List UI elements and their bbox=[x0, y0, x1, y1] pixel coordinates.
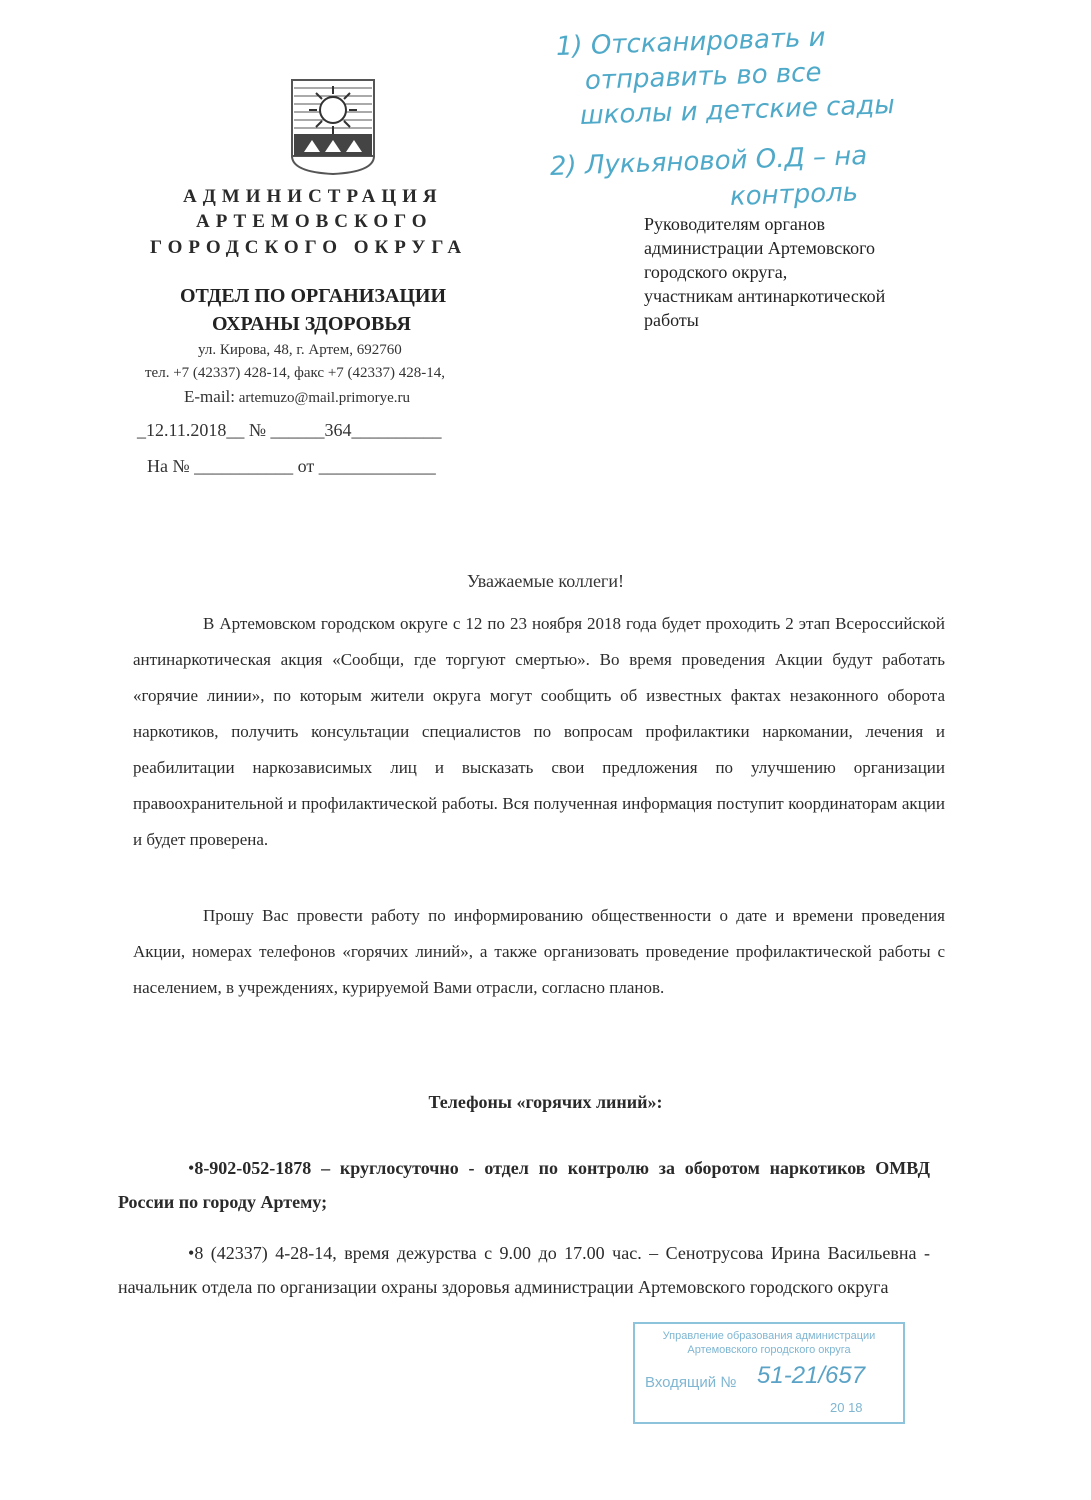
stamp-line-2: Артемовского городского округа bbox=[687, 1344, 851, 1356]
coat-of-arms-emblem bbox=[290, 78, 376, 176]
recipient-line: Руководителям органов bbox=[644, 214, 826, 234]
greeting: Уважаемые коллеги! bbox=[467, 571, 624, 591]
hotline-number: 8-902-052-1878 bbox=[194, 1158, 312, 1178]
email-line bbox=[184, 387, 410, 407]
handwritten-note-line-5: контроль bbox=[729, 177, 859, 212]
recipient-line: городского округа, bbox=[644, 262, 788, 282]
admin-title-line-1: АДМИНИСТРАЦИЯ bbox=[183, 186, 443, 207]
registration-number-date: _12.11.2018__ № ______364__________ bbox=[137, 420, 442, 440]
department-title-line-2: ОХРАНЫ ЗДОРОВЬЯ bbox=[212, 313, 411, 335]
hotline-number: 8 (42337) 4-28-14 bbox=[194, 1243, 333, 1263]
email-address: artemuzo@mail.primorye.ru bbox=[238, 390, 410, 406]
hotlines-heading: Телефоны «горячих линий»: bbox=[428, 1092, 663, 1112]
handwritten-note-line-1: 1) Отсканировать и bbox=[555, 22, 827, 62]
stamp-year: 20 18 bbox=[830, 1400, 863, 1415]
email-label: E-mail: bbox=[184, 387, 235, 406]
stamp-line-1: Управление образования администрации bbox=[662, 1330, 876, 1342]
recipient-line: участникам антинаркотической bbox=[644, 286, 886, 306]
hotline-description: – круглосуточно - отдел по контролю за оборотом наркотиков ОМВД России по городу Артему; bbox=[118, 1158, 930, 1212]
paragraph-2: Прошу Вас провести работу по информированию общественности о дате и времени проведения Акции, номерах телефонов «горячих линий», а также организовать проведение профилактической работы с населением, в учреждениях, курируемой Вами отрасли, согласно планов. bbox=[133, 906, 945, 997]
recipient-line: администрации Артемовского bbox=[644, 238, 876, 258]
hotline-item-1: •8-902-052-1878 – круглосуточно - отдел по контролю за оборотом наркотиков ОМВД России по городу Артему; bbox=[118, 1158, 930, 1212]
admin-title-line-2: АРТЕМОВСКОГО bbox=[196, 211, 433, 232]
recipient-line: работы bbox=[644, 310, 699, 330]
handwritten-note-line-2: отправить во все bbox=[584, 57, 822, 96]
phone-fax: тел. +7 (42337) 428-14, факс +7 (42337) 428-14, bbox=[145, 365, 446, 381]
handwritten-note-line-3: школы и детские сады bbox=[579, 90, 896, 131]
address: ул. Кирова, 48, г. Артем, 692760 bbox=[198, 342, 402, 358]
stamp-incoming-number: 51-21/657 bbox=[757, 1362, 866, 1389]
handwritten-note-line-4: 2) Лукьяновой О.Д – на bbox=[549, 140, 868, 182]
admin-title-line-3: ГОРОДСКОГО ОКРУГА bbox=[150, 237, 468, 258]
hotline-item-2: •8 (42337) 4-28-14, время дежурства с 9.00 до 17.00 час. – Сенотрусова Ирина Васильевна - начальник отдела по организации охраны здоровья администрации Артемовского городского округа bbox=[118, 1243, 930, 1297]
incoming-stamp bbox=[633, 1322, 905, 1424]
department-title-line-1: ОТДЕЛ ПО ОРГАНИЗАЦИИ bbox=[180, 285, 447, 307]
recipient-block bbox=[644, 212, 964, 332]
reference-line: На № ___________ от _____________ bbox=[147, 456, 436, 476]
paragraph-1: В Артемовском городском округе с 12 по 23 ноября 2018 года будет проходить 2 этап Всероссийской антинаркотическая акция «Сообщи, где торгуют смертью». Во время проведения Акции будут работать «горячие линии», по которым жители округа могут сообщить об известных фактах незаконного оборота наркотиков, получить консультации специалистов по вопросам профилактики наркомании, лечения и реабилитации наркозависимых лиц и высказать свои предложения по улучшению организации правоохранительной и профилактической работы. Вся полученная информация поступит координаторам акции и будет проверена. bbox=[133, 614, 945, 849]
stamp-incoming-label: Входящий № bbox=[645, 1374, 737, 1391]
hotline-description: , время дежурства с 9.00 до 17.00 час. – Сенотрусова Ирина Васильевна - начальник отдела по организации охраны здоровья администрации Артемовского городского округа bbox=[118, 1243, 930, 1297]
